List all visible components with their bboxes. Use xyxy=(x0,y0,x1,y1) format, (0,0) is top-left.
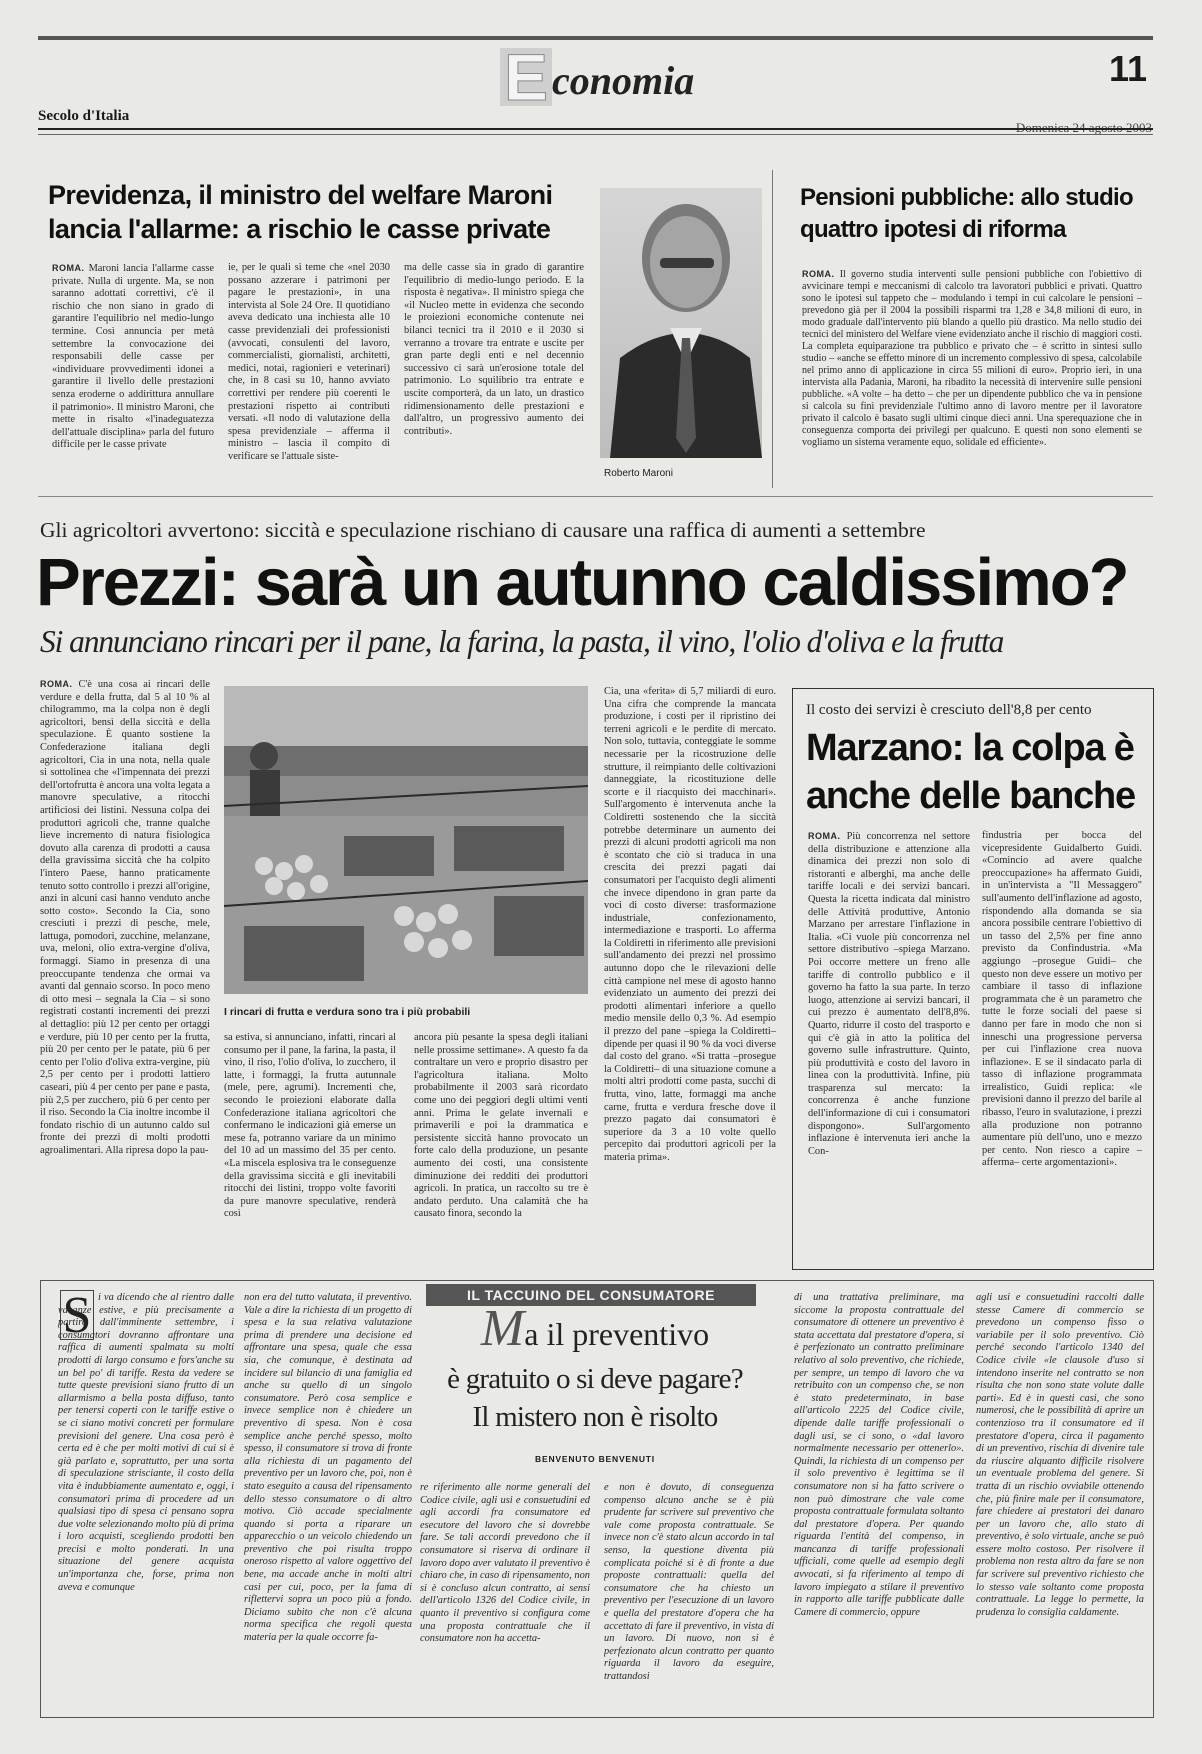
market-illustration xyxy=(224,686,588,994)
masthead: Secolo d'Italia xyxy=(38,108,130,124)
main-col-2-text: sa estiva, si annunciano, infatti, rincari al consumo per il pane, la farina, la pasta, il vino, il riso, l'olio d'oliva, lo zucchero, il latte, i formaggi, la frutta autunnale (mele, pere, agrumi). Incrementi che, secondo le proiezioni elaborate dalla Confederazione italiana agricoltori che confermano le indicazioni già emerse un mese fa, potranno variare da un minimo del 10 ad un massimo del 35 per cento. «La miscela esplosiva tra le conseguenze della gravissima siccità e gli inevitabili ritocchi dei listini, troppo volte favoriti da pure manovre speculative, renderà così xyxy=(224,1032,396,1220)
main-col-2 xyxy=(224,1032,396,1262)
page-number: 11 xyxy=(1108,48,1147,89)
taccuino-col-2-text: non era del tutto valutata, il preventivo. Vale a dire la richiesta di un progetto di spesa e la sua relativa valutazione prima di prendere una decisione ed affrontare una spesa, quale che essa sia, che comunque, è destinata ad incidere sul bilancio di una famiglia ed anche su quello di un singolo consumatore. Però cosa semplice e invece semplice non è chiedere un preventivo di spesa. Non è cosa semplice anche perché spesso, molto spesso, il consumatore si trova di fronte alla richiesta di un pagamento del preventivo per un lavoro che, poi, non è stato eseguito a causa del ripensamento dello stesso consumatore o di altro motivo. Ciò accade specialmente quando si porta a riparare un apparecchio o un veicolo chiedendo un preventivo che poi risulta troppo oneroso rispetto al valore oggettivo del bene, ma accade anche in molti altri casi per cui, poco, per la fama di riflettervi sopra un poco più a fondo. Diciamo subito che non c'è alcuna norma specifica che regoli questa materia per la quale occorre fa- xyxy=(244,1292,412,1644)
produce-photo-caption: I rincari di frutta e verdura sono tra i più probabili xyxy=(224,1006,471,1018)
pensioni-body xyxy=(802,268,1142,484)
main-headline: Prezzi: sarà un autunno caldissimo? xyxy=(36,545,1128,620)
section-title-rest: conomia xyxy=(552,58,695,103)
main-col-1 xyxy=(40,678,210,1262)
marzano-headline: Marzano: la colpa è anche delle banche xyxy=(806,727,1135,817)
maroni-col-2 xyxy=(228,262,390,480)
pensioni-dateline: ROMA. xyxy=(802,269,835,279)
maroni-col-3-text: ma delle casse sia in grado di garantire l'equilibrio di medio-lungo periodo. E la risposta è negativa». Il ministro spiega che «il Nucleo mette in evidenza che secondo le proiezioni economiche contenute nei bilanci tecnici tra il 2010 e il 2030 si verranno a trovare tra entrate e uscite per gran parte degli enti e nel decennio successivo ci sarà un'erosione totale del patrimonio. Lo squilibrio tra entrate e uscite comporterà, da un lato, un drastico ridimensionamento delle prestazioni e dall'altro, un progressivo aumento dei contributi». xyxy=(404,262,584,437)
maroni-right-divider xyxy=(772,170,773,488)
taccuino-col-3-text: re riferimento alle norme generali del Codice civile, agli usi e consuetudini ed agli accordi fra consumatore ed esecutore del lavoro che si dovrebbe fare. Se tali accordi prevedono che il consumatore si riserva di ordinare il lavoro dopo aver valutato il preventivo è chiaro che, in caso di ripensamento, non si è concluso alcun contratto, ai sensi dell'articolo 1326 del Codice civile, in quanto il preventivo si configura come una proposta contrattuale che il consumatore non ha accetta- xyxy=(420,1482,590,1645)
pensioni-body-text: Il governo studia interventi sulle pensioni pubbliche con l'obiettivo di avvicinare tempi e meccanismi di calcolo tra lavoratori pubblici e privati. Quattro sono le ipotesi sul tappeto che – modulando i tempi in cui calcolare le pensioni – prevedono già per il 2004 la possibili risparmi tra 1,28 e 34,8 milioni di euro, in modo graduale dall'intervento più blando a quello più drastico. Ma nello studio dei tecnici del ministero del Welfare viene evidenziato anche il rischio di maggiori costi. La completa equiparazione tra pubblico e privato che – è scritto in sintesi sullo studio – «anche se effetto minore di un incremento complessivo di spesa, calcolabile nel primo anno di applicazione in circa 55 milioni di euro». Proprio ieri, in una intervista alla Padania, Maroni, ha ribadito la necessità di intervenire sulle pensioni pubbliche. «A volte – ha detto – che per un dipendente pubblico che va in pensione si calcola su finì previdenziale l'ultimo anno di lavoro mentre per il lavoratore privato il calcolo è basato sugli ultimi cinque dieci anni. Una sperequazione che in conseguenza comporta dei privilegi per qualcuno. E questi non sono elementi se vogliamo un sistema veramente equo, solidale ed efficiente». xyxy=(802,269,1142,448)
taccuino-col-1-text: i va dicendo che al rientro dalle vacanze estive, e più precisamente a partire dall'imminente settembre, i consumatori dovranno affrontare una raffica di aumenti spalmata su molti prodotti di largo consumo e fors'anche su un bel po' di tariffe. Resta da vedere se tutte queste previsioni siano frutto di un allarmismo a bella posta diffuso, tanto per tenersi coperti con le tariffe estive o se ci siano motivi concreti per formulare previsioni del genere. Una cosa però è certa ed è che per molti motivi di cui si è già parlato e, soprattutto, per una sorta di speculazione strisciante, il costo della vita è indubbiamente aumentato e, oggi, i consumatori prima di procedere ad un qualsiasi tipo di spesa ci pensano sopra due volte selezionando molto più di prima i loro acquisti, scegliendo prodotti ben precisi e molto ponderati. In una situazione del genere acquista un'importanza che, forse, prima non aveva e comunque xyxy=(58,1292,234,1593)
marzano-dateline: ROMA. xyxy=(808,831,841,841)
taccuino-col-2 xyxy=(244,1292,412,1710)
main-col-3 xyxy=(414,1032,588,1262)
produce-photo xyxy=(224,686,588,994)
main-col-4 xyxy=(604,686,776,1262)
taccuino-headline-initial: M xyxy=(480,1300,525,1357)
taccuino-headline xyxy=(420,1300,770,1436)
top-section-bottom-rule xyxy=(38,496,1153,497)
maroni-headline: Previdenza, il ministro del welfare Maroni lancia l'allarme: a rischio le casse private xyxy=(48,180,553,244)
taccuino-col-4 xyxy=(604,1482,774,1710)
main-col-3-text: ancora più pesante la spesa degli italiani nelle prossime settimane». A questo fa da contraltare un vero e proprio disastro per l'agricoltura italiana. Molto probabilmente il 2003 sarà ricordato come uno dei peggiori degli ultimi venti anni. Prima le gelate invernali e primaverili e poi la drammatica e persistente siccità hanno provocato un forte calo della produzione, un pesante aumento dei costi, una consistente diminuzione dei redditi dei produttori agricoli. In pratica, un raccolto su tre è andato perduto. Una calamità che ha causato finora, secondo la xyxy=(414,1032,588,1220)
taccuino-col-6-text: agli usi e consuetudini raccolti dalle stesse Camere di commercio se prevedono un compenso fisso o variabile per il solo preventivo. Ciò perché secondo l'articolo 1340 del Codice civile «le clausole d'uso si intendono inserite nel contratto se non risulta che non sono state volute dalle parti». Ed è in questi casi, che sono numerosi, che le possibilità di aprire un contenzioso tra il consumatore ed il prestatore d'opera, circa il pagamento di un preventivo, rischia di divenire tale da riuscire alquanto difficile risolvere un eventuale problema del genere. Si tratta di un rischio ovviabile ottenendo che, più finire male per il consumatore, fare chiedere ai prestatori dei danaro per un lavoro che, allo stato di preventivo, è solo virtuale, anche se può essere molto costoso. Per risolvere il problema non resta altro da fare se non far scrivere sul preventivo richiesto che lo stesso vale soltanto come proposta contrattuale. La legge lo permette, la prudenza lo consiglia caldamente. xyxy=(976,1292,1144,1618)
main-dateline: ROMA. xyxy=(40,679,73,689)
taccuino-headline-line-2: è gratuito o si deve pagare? xyxy=(447,1363,743,1395)
pensioni-headline: Pensioni pubbliche: allo studio quattro ipotesi di riforma xyxy=(800,184,1133,243)
taccuino-col-6 xyxy=(976,1292,1144,1710)
maroni-col-3 xyxy=(404,262,584,480)
taccuino-headline-rest: a il preventivo xyxy=(524,1316,710,1352)
marzano-col-2-text: findustria per bocca del vicepresidente Guidalberto Guidi. «Comincio ad avere qualche preoccupazione» ha affermato Guidi, in un'intervista a "Il Messaggero" sull'aumento dell'inflazione ad agosto, rispondendo alla domanda se sia ancora possibile centrare l'obiettivo di un tasso del 2,5% per fine anno previsto da Confindustria. «Ma aggiungo –prosegue Guidi– che questo non deve essere un motivo per cambiare il tasso di inflazione programmata che è un parametro che tutte le forze sociali del paese si danno per fare in modo che non si inneschi una progressione perversa per cui l'inflazione crea nuova inflazione». E se il sindacato parla di tasso di inflazione programmata irrealistico, Guidi replica: «le previsioni danno il prezzo del barile al ribasso, l'euro in svalutazione, i prezzi alla produzione non potranno aumentare più dell'uno, uno e mezzo per cento. Non riesco a capire –afferma– certe argomentazioni». xyxy=(982,830,1142,1169)
maroni-col-1 xyxy=(52,262,214,480)
section-title xyxy=(500,40,695,114)
header-top-rule xyxy=(38,36,1153,40)
taccuino-banner: IL TACCUINO DEL CONSUMATORE xyxy=(426,1284,756,1306)
marzano-kicker: Il costo dei servizi è cresciuto dell'8,8 per cento xyxy=(806,702,1092,718)
taccuino-drop-cap: S xyxy=(60,1290,94,1340)
portrait-illustration xyxy=(600,188,762,458)
taccuino-byline: BENVENUTO BENVENUTI xyxy=(535,1454,655,1464)
taccuino-headline-line-3: Il mistero non è risolto xyxy=(472,1401,718,1433)
taccuino-col-3 xyxy=(420,1482,590,1710)
maroni-col-1-text: Maroni lancia l'allarme casse private. Nulla di urgente. Ma, se non saranno adottati correttivi, c'è il rischio che non siano in grado di garantire l'equilibrio nel medio-lungo termine. Così annuncia per metà settembre la convocazione dei responsabili delle casse per «individuare provvedimenti idonei a garantire il livello delle prestazioni senza eroderne o addirittura annullare il patrimonio». Il ministro Maroni, che mette in risalto «l'inadeguatezza dell'attuale disciplina» parla del futuro difficile per le casse private xyxy=(52,263,214,451)
taccuino-col-5-text: di una trattativa preliminare, ma siccome la proposta contrattuale del consumatore di ottenere un preventivo è stata accettata dal prestatore d'opera, si è perfezionato un contratto preliminare relativo al solo preventivo, che richiede, per sempre, un tempo di lavoro che va retribuito con un compenso che, se non è stato predeterminato, in base all'articolo 2225 del Codice civile, dipende dalle tariffe professionali o dagli usi, se ci sono, o «dal lavoro normalmente necessario per ottenerlo». Quindi, la richiesta di un compenso per il solo preventivo è legittima se il consumatore non si ha fatto scrivere o non può dimostrare che vale come proposta contrattuale formulata soltanto dal prestatore d'opera. Per quando riguarda l'entità del compenso, in mancanza di tariffe professionali ufficiali, come quelle ad esempio degli avvocati, si fa riferimento al tempo di lavoro impiegato a stilare il preventivo in rapporto alle tariffe pubblicate dalle Camere di commercio, oppure xyxy=(794,1292,964,1618)
main-subhead: Si annunciano rincari per il pane, la farina, la pasta, il vino, l'olio d'oliva e la frutta xyxy=(40,624,1004,659)
maroni-dateline: ROMA. xyxy=(52,263,85,273)
taccuino-col-1 xyxy=(58,1292,234,1710)
main-col-4-text: Cia, una «ferita» di 5,7 miliardi di euro. Una cifra che comprende la mancata produzione, i costi per il ripristino dei terreni agricoli e le perdite di mercato. Non solo, tuttavia, conteggiate le somme necessarie per la ricostruzione delle strutture, il reimpianto delle coltivazioni danneggiate, la ricostituzione delle scorte e il riacquisto dei macchinari». Sull'argomento è intervenuta anche la Coldiretti sostenendo che la siccità potrebbe determinare un aumento dei prezzi di alcuni prodotti agricoli ma non è scontato che ciò si traduca in una crescita dei prezzi pagati dai consumatori per l'acquisto degli alimenti che invece dipendono in gran parte da voci di costo diverse: trasformazione industriale, confezionamento, intermediazione e trasporti. Lo afferma la Coldiretti in riferimento alle previsioni sull'andamento dei prezzi nel prossimo autunno dopo che le rilevazioni delle città campione nel mese di agosto hanno evidenziato un aumento dei prezzi dei prodotti alimentari inferiore a quello medio mensile dello 0,3 %. Ad esempio il prezzo del pane –spiega la Coldiretti– dipende per quasi il 90 % da voci diverse dal costo del grano. «Si tratta –prosegue la Coldiretti– di una situazione comune a molti altri prodotti come pasta, succhi di frutta, vino, latte, formaggi ma anche carne, frutta e verdura fresche dove il prezzo pagato dai consumatori è superiore da 3 a 10 volte quello percepito dai produttori agricoli per la materia prima». xyxy=(604,686,776,1163)
main-kicker: Gli agricoltori avvertono: siccità e speculazione rischiano di causare una raffica di aumenti a settembre xyxy=(40,518,926,542)
maroni-photo xyxy=(600,188,762,458)
marzano-col-1-text: Più concorrenza nel settore della distribuzione e attenzione alla dinamica dei prezzi non solo di ristoranti e alberghi, ma anche delle tariffe locali e dei servizi bancari. Questa la ricetta indicata dal ministro delle Attività produttive, Antonio Marzano per arrestare l'inflazione in Italia. «Ci vuole più concorrenza nel settore distributivo –spiega Marzano. Poi occorre mettere un freno alle tariffe di controllo pubblico e il governo ha fatto la sua parte. In terzo luogo, attenzione ai servizi bancari, il cui prezzo è aumentato dell'8,8%. Quarto, ridurre il costo del trasporto e qui c'è già in atto la politica del governo sulle infrastrutture. Quinto, più produttività e costo del lavoro in linea con la produttività. Infine, più trasparenza sul mercato: la concorrenza è anche funzione dell'informazione di cui i consumatori dispongono». Sull'argomento inflazione è intervenuta ieri anche la Con- xyxy=(808,831,970,1157)
maroni-photo-caption: Roberto Maroni xyxy=(604,468,673,479)
marzano-col-1 xyxy=(808,830,970,1256)
maroni-col-2-text: ie, per le quali si teme che «nel 2030 possano azzerare i patrimoni per pagare le prestazioni», in una intervista al Sole 24 Ore. Il quotidiano aveva dedicato una inchiesta alle 10 casse previdenziali dei professionisti (avvocati, consulenti del lavoro, commercialisti, giornalisti, architetti, medici, notai, ragionieri e veterinari) che, in 8 casi su 10, hanno avviato correttivi per rendere più coerenti le prestazioni rispetto ai contributi versati. «Il nodo di valutazione della spesa previdenziale – afferma il ministro – lascia il compito di verificare se l'attuale siste- xyxy=(228,262,390,462)
marzano-col-2 xyxy=(982,830,1142,1256)
taccuino-headline-line-1 xyxy=(420,1300,770,1360)
header-bottom-rule xyxy=(38,128,1153,130)
taccuino-col-5 xyxy=(794,1292,964,1710)
taccuino-col-4-text: e non è dovuto, di conseguenza compenso alcuno anche se è più prudente far scrivere sul preventivo che vale come proposta contrattuale. Se invece non c'è stato alcun accordo in tal senso, la questione diventa più complicata poiché si è di fronte a due proposte contrattuali: quella del consumatore che ha chiesto un preventivo per l'esecuzione di un lavoro e quella del prestatore d'opera che ha accettato di fare il preventivo, in vista di un lavoro. Di nuovo, non si è perfezionato alcun contratto per quanto riguarda il lavoro da eseguire, trattandosi xyxy=(604,1482,774,1682)
section-title-initial: E xyxy=(500,48,552,106)
header-bottom-rule-2 xyxy=(38,134,1153,135)
main-col-1-text: C'è una cosa ai rincari delle verdure e della frutta, dal 5 al 10 % al chilogrammo, ma la colpa non è degli agricoltori, bensì della siccità e della speculazione. È quanto sostiene la Confederazione italiana degli agricoltori, Cia in una nota, nella quale si sottolinea che «l'impennata dei prezzi dell'ortofrutta è ancora una volta legata a manovre speculative, a ritocchi artificiosi dei listini. Nessuna colpa dei produttori agricoli che, tranne qualche lieve incremento di natura fisiologica dovuto alla carenza di prodotti a causa della gravissima siccità che ha colpito l'intero Paese, hanno praticamente tenuto sotto controllo i prezzi all'origine, anzi in alcuni casi hanno venduto anche sotto costo». Secondo la Cia, sono cresciuti i prezzi di pesche, mele, lattuga, pomodori, zucchine, melanzane, uva, meloni, olio extra-vergine d'oliva, formaggi. Siamo in presenza di una preoccupante tendenza che ormai va avanti dal gennaio scorso. In poco meno di otto mesi – segnala la Cia – si sono registrati costanti incrementi dei prezzi al dettaglio: più 12 per cento per ortaggi e verdure, più 10 per cento per la frutta, più 20 per cento per le patate, più 6 per cento per l'olio d'oliva extra-vergine, più 2,5 per cento per i prodotti lattiero caseari, più 4 per cento per pane e pasta, più 2,5 per zucchero, più 6 per cento per il riso. Secondo la Cia inoltre incombe il fondato rischio di un autunno caldo sul fronte dei prezzi di molti prodotti agroalimentari. Alla ripresa dopo la pau- xyxy=(40,679,210,1156)
